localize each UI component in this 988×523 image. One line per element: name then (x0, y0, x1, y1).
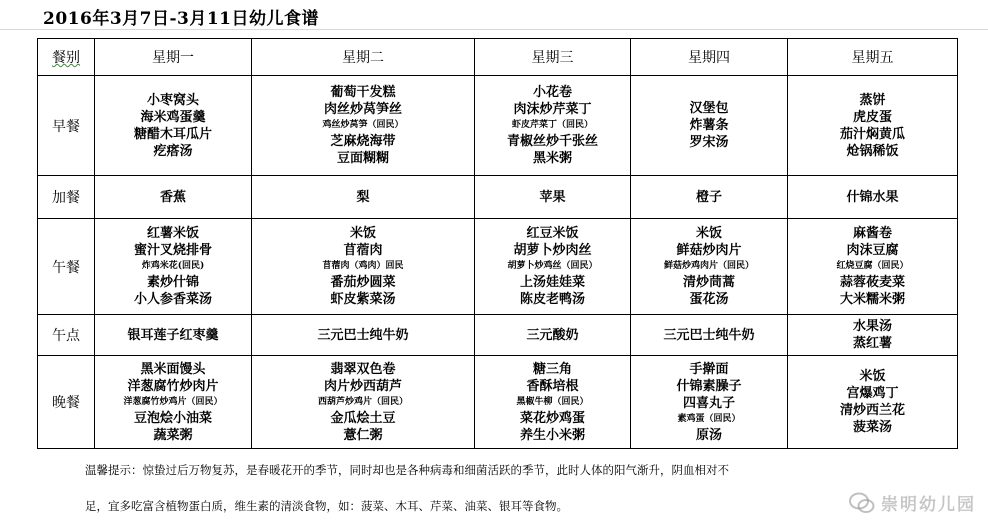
meal-label: 早餐 (38, 76, 95, 176)
dish-item: 清炒茼蒿 (682, 275, 735, 290)
meal-row (38, 76, 958, 176)
dish-item: 金瓜烩土豆 (330, 410, 396, 426)
menu-cell (252, 315, 475, 356)
dish-item: 什锦素臊子 (676, 378, 742, 394)
menu-cell (252, 356, 475, 449)
dish-item: 薏仁粥 (343, 427, 383, 443)
dish-item: 汉堡包 (689, 101, 729, 116)
menu-table (37, 38, 958, 449)
day-header: 星期五 (788, 39, 958, 76)
menu-cell (95, 76, 252, 176)
dish-item: 四喜丸子 (682, 395, 735, 411)
dish-item: 水果汤 (852, 319, 892, 334)
dish-item: 炝锅稀饭 (846, 143, 899, 159)
dish-item: 米饭 (695, 226, 722, 241)
watermark-text: 崇明幼儿园 (881, 495, 976, 515)
meal-label: 晚餐 (38, 356, 95, 449)
tip-line-1: 温馨提示：惊蛰过后万物复苏，是春暖花开的季节，同时却也是各种病毒和细菌活跃的季节，此时人体的阳气渐升，阴血相对不 (85, 463, 729, 477)
dish-item: 炸薯条 (689, 118, 729, 133)
dish-item: 梨 (356, 189, 370, 205)
menu-cell (95, 219, 252, 315)
menu-cell (95, 315, 252, 356)
menu-cell (95, 356, 252, 449)
meal-row (38, 219, 958, 315)
dish-item: 虾皮紫菜汤 (330, 292, 396, 307)
dish-item: 糖醋木耳瓜片 (133, 126, 212, 142)
dish-item: 肉沫豆腐 (846, 243, 899, 258)
halal-dish-note: 炸鸡米花(回民) (141, 261, 205, 271)
day-header: 星期三 (475, 39, 631, 76)
dish-item: 豆泡烩小油菜 (133, 410, 212, 426)
menu-cell (475, 76, 631, 176)
tip-line-2: 足，宜多吃富含植物蛋白质，维生素的清淡食物，如：菠菜、木耳、芹菜、油菜、银耳等食物。 (85, 499, 568, 513)
dish-item: 番茄炒圆菜 (330, 275, 396, 290)
dish-item: 养生小米粥 (519, 427, 585, 443)
dish-item: 葡萄干发糕 (330, 85, 396, 100)
meal-row (38, 176, 958, 219)
dish-item: 豆面糊糊 (336, 151, 389, 166)
dish-item: 疙瘩汤 (153, 143, 193, 159)
meal-label: 午点 (38, 315, 95, 356)
dish-item: 小花卷 (532, 85, 572, 100)
halal-dish-note: 胡萝卜炒鸡丝（回民） (507, 261, 598, 271)
dish-item: 米饭 (859, 369, 886, 384)
dish-item: 原汤 (695, 427, 722, 443)
dish-item: 上汤娃娃菜 (519, 275, 585, 290)
dish-item: 麻酱卷 (852, 226, 892, 241)
halal-dish-note: 鸡丝炒莴笋（回民） (322, 120, 404, 130)
dish-item: 芝麻烧海带 (330, 134, 396, 149)
menu-cell (631, 176, 788, 219)
menu-cell (252, 76, 475, 176)
halal-dish-note: 洋葱腐竹炒鸡片（回民） (123, 396, 223, 407)
halal-dish-note: 苜蓿肉（鸡肉）回民 (322, 261, 404, 271)
dish-item: 三元巴士纯牛奶 (317, 327, 409, 343)
dish-item: 宫爆鸡丁 (846, 386, 899, 401)
dish-item: 米饭 (349, 226, 376, 241)
menu-cell (788, 219, 958, 315)
dish-item: 蜜汁叉烧排骨 (133, 243, 212, 258)
dish-item: 小枣窝头 (146, 92, 199, 108)
ruler-line (0, 29, 988, 30)
dish-item: 蒜蓉莜麦菜 (839, 275, 905, 290)
dish-item: 小人参香菜汤 (133, 292, 212, 307)
halal-dish-note: 西葫芦炒鸡片（回民） (317, 396, 408, 407)
dish-item: 肉沫炒芹菜丁 (513, 102, 592, 117)
menu-cell (788, 76, 958, 176)
dish-item: 肉片炒西葫芦 (323, 378, 402, 394)
menu-cell (788, 176, 958, 219)
menu-cell (252, 219, 475, 315)
menu-cell (631, 76, 788, 176)
menu-cell (475, 219, 631, 315)
dish-item: 蒸饼 (859, 92, 886, 108)
meal-label: 午餐 (38, 219, 95, 315)
corner-label: 餐别 (38, 39, 95, 76)
dish-item: 黑米面馒头 (140, 361, 206, 377)
dish-item: 菜花炒鸡蛋 (519, 410, 585, 426)
halal-dish-note: 素鸡蛋（回民） (677, 413, 741, 424)
dish-item: 大米糯米粥 (839, 292, 905, 307)
watermark (849, 490, 976, 515)
dish-item: 肉丝炒莴笋丝 (323, 102, 402, 117)
dish-item: 胡萝卜炒肉丝 (513, 243, 592, 258)
header-row (38, 39, 958, 76)
dish-item: 银耳莲子红枣羹 (127, 327, 219, 343)
day-header: 星期四 (631, 39, 788, 76)
dish-item: 苜蓿肉 (343, 243, 383, 258)
dish-item: 蒸红薯 (852, 336, 892, 351)
menu-cell (631, 219, 788, 315)
dish-item: 虎皮蛋 (852, 109, 892, 125)
dish-item: 香酥培根 (526, 378, 579, 394)
halal-dish-note: 黑椒牛柳（回民） (516, 396, 589, 407)
menu-cell (475, 356, 631, 449)
dish-item: 鲜菇炒肉片 (676, 243, 742, 258)
day-header: 星期二 (252, 39, 475, 76)
dish-item: 苹果 (539, 189, 566, 205)
halal-dish-note: 虾皮芹菜丁（回民） (511, 120, 593, 130)
dish-item: 三元酸奶 (526, 327, 579, 343)
dish-item: 手擀面 (689, 361, 729, 377)
wechat-icon (849, 492, 875, 514)
dish-item: 什锦水果 (846, 189, 899, 205)
dish-item: 罗宋汤 (689, 135, 729, 150)
dish-item: 香蕉 (159, 189, 186, 205)
dish-item: 红豆米饭 (526, 226, 579, 241)
dish-item: 洋葱腐竹炒肉片 (127, 378, 219, 394)
menu-cell (788, 356, 958, 449)
dish-item: 翡翠双色卷 (330, 361, 396, 377)
dish-item: 橙子 (695, 189, 722, 205)
dish-item: 糖三角 (532, 361, 572, 377)
menu-cell (631, 315, 788, 356)
dish-item: 三元巴士纯牛奶 (663, 327, 755, 343)
dish-item: 红薯米饭 (146, 226, 199, 241)
menu-cell (475, 315, 631, 356)
dish-item: 海米鸡蛋羹 (140, 109, 206, 125)
meal-label: 加餐 (38, 176, 95, 219)
dish-item: 黑米粥 (532, 151, 572, 166)
menu-cell (788, 315, 958, 356)
dish-item: 清炒西兰花 (839, 403, 905, 418)
menu-cell (475, 176, 631, 219)
meal-row (38, 356, 958, 449)
page-title: 2016年3月7日-3月11日幼儿食谱 (43, 9, 320, 29)
meal-row (38, 315, 958, 356)
dish-item: 蛋花汤 (689, 292, 729, 307)
dish-item: 素炒什锦 (146, 275, 199, 290)
halal-dish-note: 鲜菇炒鸡肉片（回民） (663, 261, 754, 271)
day-header: 星期一 (95, 39, 252, 76)
dish-item: 蔬菜粥 (153, 427, 193, 443)
menu-cell (631, 356, 788, 449)
dish-item: 青椒丝炒千张丝 (506, 134, 598, 149)
dish-item: 茄汁焖黄瓜 (839, 126, 905, 142)
menu-cell (252, 176, 475, 219)
halal-dish-note: 红烧豆腐（回民） (836, 261, 909, 271)
dish-item: 陈皮老鸭汤 (519, 292, 585, 307)
menu-cell (95, 176, 252, 219)
dish-item: 菠菜汤 (852, 420, 892, 435)
